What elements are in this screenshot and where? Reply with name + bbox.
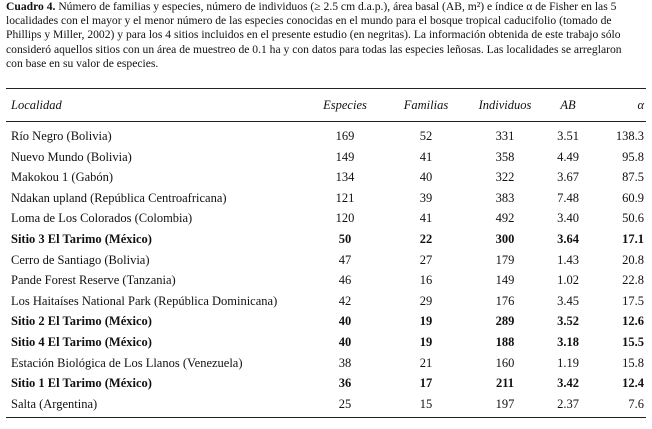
cell-individuos: 149 [495,273,515,288]
cell-ab: 1.43 [557,252,579,267]
cell-especies: 149 [335,149,355,164]
cell-localidad: Cerro de Santiago (Bolivia) [11,252,150,267]
header-familias: Familias [403,98,449,112]
cell-alpha: 12.4 [622,376,644,391]
cell-localidad: Salta (Argentina) [11,396,98,411]
cell-familias: 15 [419,396,433,411]
table-row [0,355,652,376]
cell-localidad: Makokou 1 (Gabón) [11,170,114,185]
cell-especies: 169 [335,129,355,143]
cell-especies: 134 [335,170,355,185]
cell-ab: 3.40 [557,211,579,226]
cell-individuos: 322 [495,170,515,185]
cell-ab: 3.45 [557,293,579,308]
header-especies: Especies [323,98,367,112]
cell-especies: 121 [335,190,355,205]
cell-ab: 1.02 [557,273,579,288]
cell-ab: 3.64 [557,231,579,246]
cell-alpha: 50.6 [622,211,644,226]
cell-especies: 40 [338,314,352,329]
cell-alpha: 138.3 [615,129,644,143]
cell-familias: 19 [419,334,433,349]
cell-alpha: 7.6 [628,396,644,411]
cell-ab: 3.18 [557,334,579,349]
caption-text-1: Número de familias y especies, número de individuos (≥ 2.5 cm d.a.p.), área basal (AB, m²) e índice α de Fisher en las 5 [58,0,617,13]
cell-ab: 3.42 [557,376,579,391]
table-top-rule [6,88,646,89]
caption-line-5: con base en su valor de especies. [6,56,159,70]
cell-ab: 4.49 [557,149,579,164]
cell-alpha: 95.8 [622,149,644,164]
table-row [0,293,652,314]
cell-localidad: Sitio 1 El Tarimo (México) [11,376,152,391]
cell-individuos: 197 [495,396,515,411]
cell-familias: 40 [419,170,433,185]
cell-localidad: Loma de Los Colorados (Colombia) [11,211,193,226]
cell-alpha: 12.6 [622,314,644,329]
table-row [0,149,652,170]
header-ab: AB [560,98,576,112]
table-row [0,334,652,355]
caption-line-3: Phillips y Miller, 2002) y para los 4 sitios incluidos en el presente estudio (en negritas). La información obtenida de este trabajo sólo [6,28,621,42]
cell-ab: 3.51 [557,129,579,143]
cell-localidad: Nuevo Mundo (Bolivia) [11,149,132,164]
cell-individuos: 300 [495,231,515,246]
table-bottom-rule [6,417,646,418]
cell-ab: 7.48 [557,190,579,205]
table-row [0,128,652,149]
table-row [0,272,652,293]
cell-familias: 17 [419,376,433,391]
caption-line-2: localidades con el mayor y el menor número de las especies conocidas en el mundo para el bosque tropical caducifolio (tomado de [6,14,612,28]
cell-individuos: 188 [495,334,515,349]
cell-familias: 41 [419,149,433,164]
table-row [0,190,652,211]
cell-especies: 40 [338,334,352,349]
cell-localidad: Ndakan upland (República Centroafricana) [11,190,227,205]
cell-localidad: Estación Biológica de Los Llanos (Venezuela) [11,355,243,370]
cell-individuos: 331 [495,129,515,143]
cell-especies: 50 [338,231,352,246]
cell-familias: 21 [419,355,433,370]
cell-alpha: 20.8 [622,252,644,267]
cell-familias: 52 [419,129,433,143]
cell-familias: 27 [419,252,433,267]
cell-especies: 120 [335,211,355,226]
caption-line-4: consideró aquellos sitios con un área de muestreo de 0.1 ha y con datos para todas las especies leñosas. Las localidades se arreglaron [6,42,622,56]
cell-familias: 16 [419,273,433,288]
table-row [0,396,652,417]
caption-label: Cuadro 4. [6,0,56,13]
cell-localidad: Sitio 4 El Tarimo (México) [11,334,152,349]
table-row [0,169,652,190]
cell-familias: 22 [419,231,433,246]
cell-localidad: Sitio 2 El Tarimo (México) [11,314,152,329]
table-header-row [0,98,652,114]
table-caption [6,0,646,71]
cell-especies: 38 [338,355,352,370]
table-row [0,231,652,252]
cell-localidad: Río Negro (Bolivia) [11,129,112,143]
table-row [0,313,652,334]
cell-especies: 36 [338,376,352,391]
cell-familias: 29 [419,293,433,308]
cell-especies: 46 [338,273,352,288]
cell-alpha: 17.1 [622,231,644,246]
cell-individuos: 383 [495,190,515,205]
cell-localidad: Los Haitaíses National Park (República Dominicana) [11,293,278,308]
cell-individuos: 176 [495,293,515,308]
table-body [0,128,652,416]
cell-especies: 42 [338,293,352,308]
cell-especies: 25 [338,396,352,411]
table-row [0,375,652,396]
cell-localidad: Pande Forest Reserve (Tanzania) [11,273,176,288]
cell-ab: 3.52 [557,314,579,329]
cell-alpha: 60.9 [622,190,644,205]
cell-localidad: Sitio 3 El Tarimo (México) [11,231,152,246]
cell-individuos: 211 [495,376,515,391]
cell-ab: 3.67 [557,170,579,185]
header-localidad: Localidad [11,98,62,112]
header-alpha: α [637,98,644,112]
caption-line-1 [6,0,646,14]
cell-familias: 41 [419,211,433,226]
table-row [0,252,652,273]
cell-individuos: 179 [495,252,515,267]
cell-ab: 2.37 [557,396,579,411]
table-row [0,210,652,231]
cell-especies: 47 [338,252,352,267]
cell-individuos: 289 [495,314,515,329]
cell-alpha: 87.5 [622,170,644,185]
table-header-rule [6,121,646,122]
cell-individuos: 492 [495,211,515,226]
cell-alpha: 17.5 [622,293,644,308]
header-individuos: Individuos [478,98,532,112]
cell-familias: 39 [419,190,433,205]
cell-familias: 19 [419,314,433,329]
cell-alpha: 15.8 [622,355,644,370]
cell-individuos: 358 [495,149,515,164]
cell-ab: 1.19 [557,355,579,370]
cell-alpha: 22.8 [622,273,644,288]
cell-alpha: 15.5 [622,334,644,349]
cell-individuos: 160 [495,355,515,370]
